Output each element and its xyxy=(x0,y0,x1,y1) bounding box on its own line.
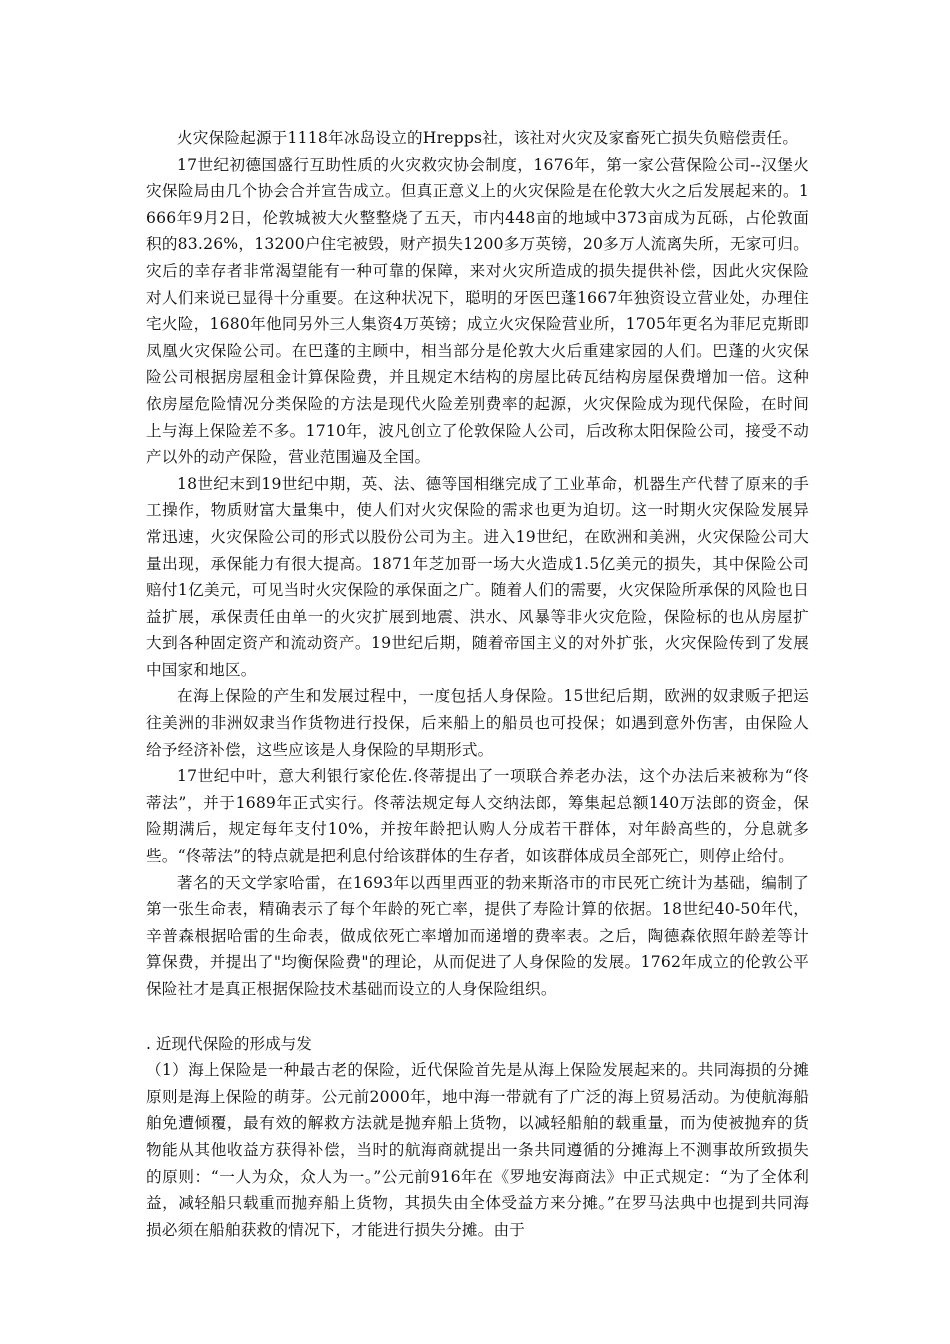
paragraph-marine-insurance: （1）海上保险是一种最古老的保险，近代保险首先是从海上保险发展起来的。共同海损的分摊原则是海上保险的萌芽。公元前2000年，地中海一带就有了广泛的海上贸易活动。为使航海船舶免遭倾覆，最有效的解救方法就是抛弃船上货物，以减轻船舶的载重量，而为使被抛弃的货物能从其他收益方获得补偿，当时的航海商就提出一条共同遵循的分摊海上不测事故所致损失的原则：“一人为众，众人为一。”公元前916年在《罗地安海商法》中正式规定：“为了全体利益，减轻船只载重而抛弃船上货物，其损失由全体受益方来分摊。”在罗马法典中也提到共同海损必须在船舶获救的情况下，才能进行损失分摊。由于 xyxy=(146,1061,809,1239)
document-page xyxy=(146,125,809,1243)
paragraph-fire-insurance-origin: 火灾保险起源于1118年冰岛设立的Hrepps社，该社对火灾及家畜死亡损失负赔偿责任。 xyxy=(177,129,799,147)
paragraph-life-insurance-early: 在海上保险的产生和发展过程中，一度包括人身保险。15世纪后期，欧洲的奴隶贩子把运往美洲的非洲奴隶当作货物进行投保，后来船上的船员也可投保；如遇到意外伤害，由保险人给予经济补偿，这些应该是人身保险的早期形式。 xyxy=(146,687,809,759)
paragraph-industrial-revolution: 18世纪末到19世纪中期，英、法、德等国相继完成了工业革命，机器生产代替了原来的手工操作，物质财富大量集中，使人们对火灾保险的需求也更为迫切。这一时期火灾保险发展异常迅速，火灾保险公司的形式以股份公司为主。进入19世纪，在欧洲和美洲，火灾保险公司大量出现，承保能力有很大提高。1871年芝加哥一场大火造成1.5亿美元的损失，其中保险公司赔付1亿美元，可见当时火灾保险的承保面之广。随着人们的需要，火灾保险所承保的风险也日益扩展，承保责任由单一的火灾扩展到地震、洪水、风暴等非火灾危险，保险标的也从房屋扩大到各种固定资产和流动资产。19世纪后期，随着帝国主义的对外扩张，火灾保险传到了发展中国家和地区。 xyxy=(146,474,809,679)
paragraph-halley-life-table: 著名的天文学家哈雷，在1693年以西里西亚的勃来斯洛市的市民死亡统计为基础，编制了第一张生命表，精确表示了每个年龄的死亡率，提供了寿险计算的依据。18世纪40-50年代，辛普森根据哈雷的生命表，做成依死亡率增加而递增的费率表。之后，陶德森依照年龄差等计算保费，并提出了"均衡保险费"的理论，从而促进了人身保险的发展。1762年成立的伦敦公平保险社才是真正根据保险技术基础而设立的人身保险组织。 xyxy=(146,873,809,998)
section-heading: . 近现代保险的形成与发 xyxy=(146,1034,312,1053)
paragraph-london-fire: 17世纪初德国盛行互助性质的火灾救灾协会制度，1676年，第一家公营保险公司--汉堡火灾保险局由几个协会合并宣告成立。但真正意义上的火灾保险是在伦敦大火之后发展起来的。1666年9月2日，伦敦城被大火整整烧了五天，市内448亩的地域中373亩成为瓦砾，占伦敦面积的83.26%，13200户住宅被毁，财产损失1200多万英镑，20多万人流离失所，无家可归。灾后的幸存者非常渴望能有一种可靠的保障，来对火灾所造成的损失提供补偿，因此火灾保险对人们来说已显得十分重要。在这种状况下，聪明的牙医巴蓬1667年独资设立营业处，办理住宅火险，1680年他同另外三人集资4万英镑；成立火灾保险营业所，1705年更名为菲尼克斯即凤凰火灾保险公司。在巴蓬的主顾中，相当部分是伦敦大火后重建家园的人们。巴蓬的火灾保险公司根据房屋租金计算保险费，并且规定木结构的房屋比砖瓦结构房屋保费增加一倍。这种依房屋危险情况分类保险的方法是现代火险差别费率的起源，火灾保险成为现代保险，在时间上与海上保险差不多。1710年，波凡创立了伦敦保险人公司，后改称太阳保险公司，接受不动产以外的动产保险，营业范围遍及全国。 xyxy=(146,155,809,467)
paragraph-tontine: 17世纪中叶，意大利银行家伦佐.佟蒂提出了一项联合养老办法，这个办法后来被称为“佟蒂法”，并于1689年正式实行。佟蒂法规定每人交纳法郎，筹集起总额140万法郎的资金，保险期满后，规定每年支付10%，并按年龄把认购人分成若干群体，对年龄高些的，分息就多些。“佟蒂法”的特点就是把利息付给该群体的生存者，如该群体成员全部死亡，则停止给付。 xyxy=(146,767,809,866)
